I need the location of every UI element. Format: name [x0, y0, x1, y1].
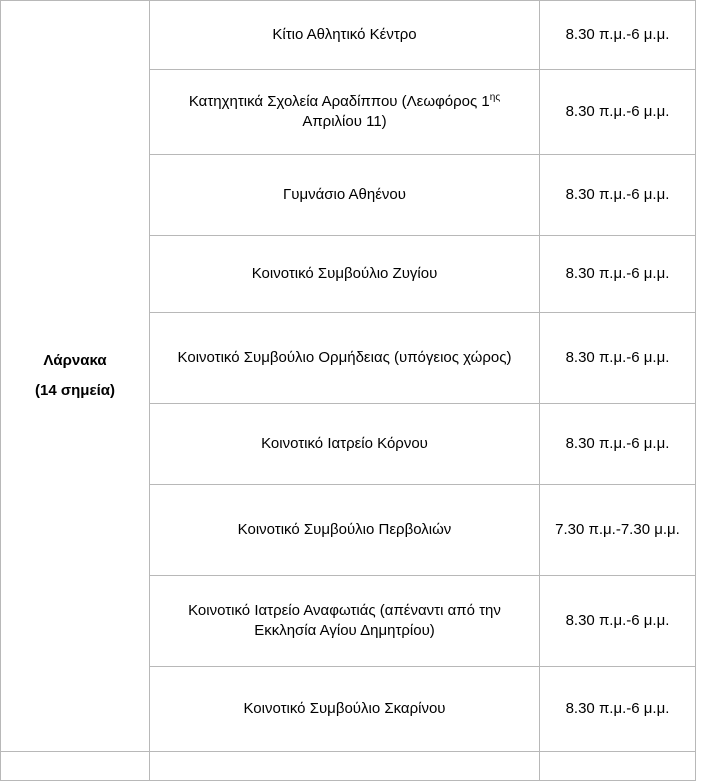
hours-cell-partial — [540, 752, 696, 781]
place-cell: Κοινοτικό Συμβούλιο Περβολιών — [150, 485, 540, 576]
hours-cell: 8.30 π.μ.-6 μ.μ. — [540, 70, 696, 155]
place-cell: Κοινοτικό Ιατρείο Αναφωτιάς (απέναντι από την Εκκλησία Αγίου Δημητρίου) — [150, 576, 540, 667]
place-text-pre: Κατηχητικά Σχολεία Αραδίππου (Λεωφόρος 1 — [188, 92, 490, 110]
hours-cell: 8.30 π.μ.-6 μ.μ. — [540, 404, 696, 485]
table-row-partial — [1, 752, 696, 781]
region-count: (14 σημεία) — [35, 382, 115, 399]
place-text-post: Απριλίου 11) — [302, 113, 387, 130]
region-cell — [1, 1, 150, 752]
region-name: Λάρνακα — [43, 351, 107, 369]
hours-cell: 8.30 π.μ.-6 μ.μ. — [540, 1, 696, 70]
hours-cell: 8.30 π.μ.-6 μ.μ. — [540, 576, 696, 667]
place-cell: Κοινοτικό Συμβούλιο Σκαρίνου — [150, 667, 540, 752]
ordinal-suffix: ης — [489, 91, 501, 103]
hours-cell: 7.30 π.μ.-7.30 μ.μ. — [540, 485, 696, 576]
hours-cell: 8.30 π.μ.-6 μ.μ. — [540, 667, 696, 752]
place-cell — [150, 70, 540, 155]
place-cell: Κίτιο Αθλητικό Κέντρο — [150, 1, 540, 70]
hours-cell: 8.30 π.μ.-6 μ.μ. — [540, 313, 696, 404]
place-cell: Κοινοτικό Συμβούλιο Ζυγίου — [150, 236, 540, 313]
place-cell: Κοινοτικό Συμβούλιο Ορμήδειας (υπόγειος χώρος) — [150, 313, 540, 404]
table-body — [1, 1, 696, 781]
table-row — [1, 1, 696, 70]
place-cell: Γυμνάσιο Αθηένου — [150, 155, 540, 236]
region-cell-continued — [1, 752, 150, 781]
place-cell: Κοινοτικό Ιατρείο Κόρνου — [150, 404, 540, 485]
hours-cell: 8.30 π.μ.-6 μ.μ. — [540, 155, 696, 236]
hours-cell: 8.30 π.μ.-6 μ.μ. — [540, 236, 696, 313]
place-cell-partial — [150, 752, 540, 781]
